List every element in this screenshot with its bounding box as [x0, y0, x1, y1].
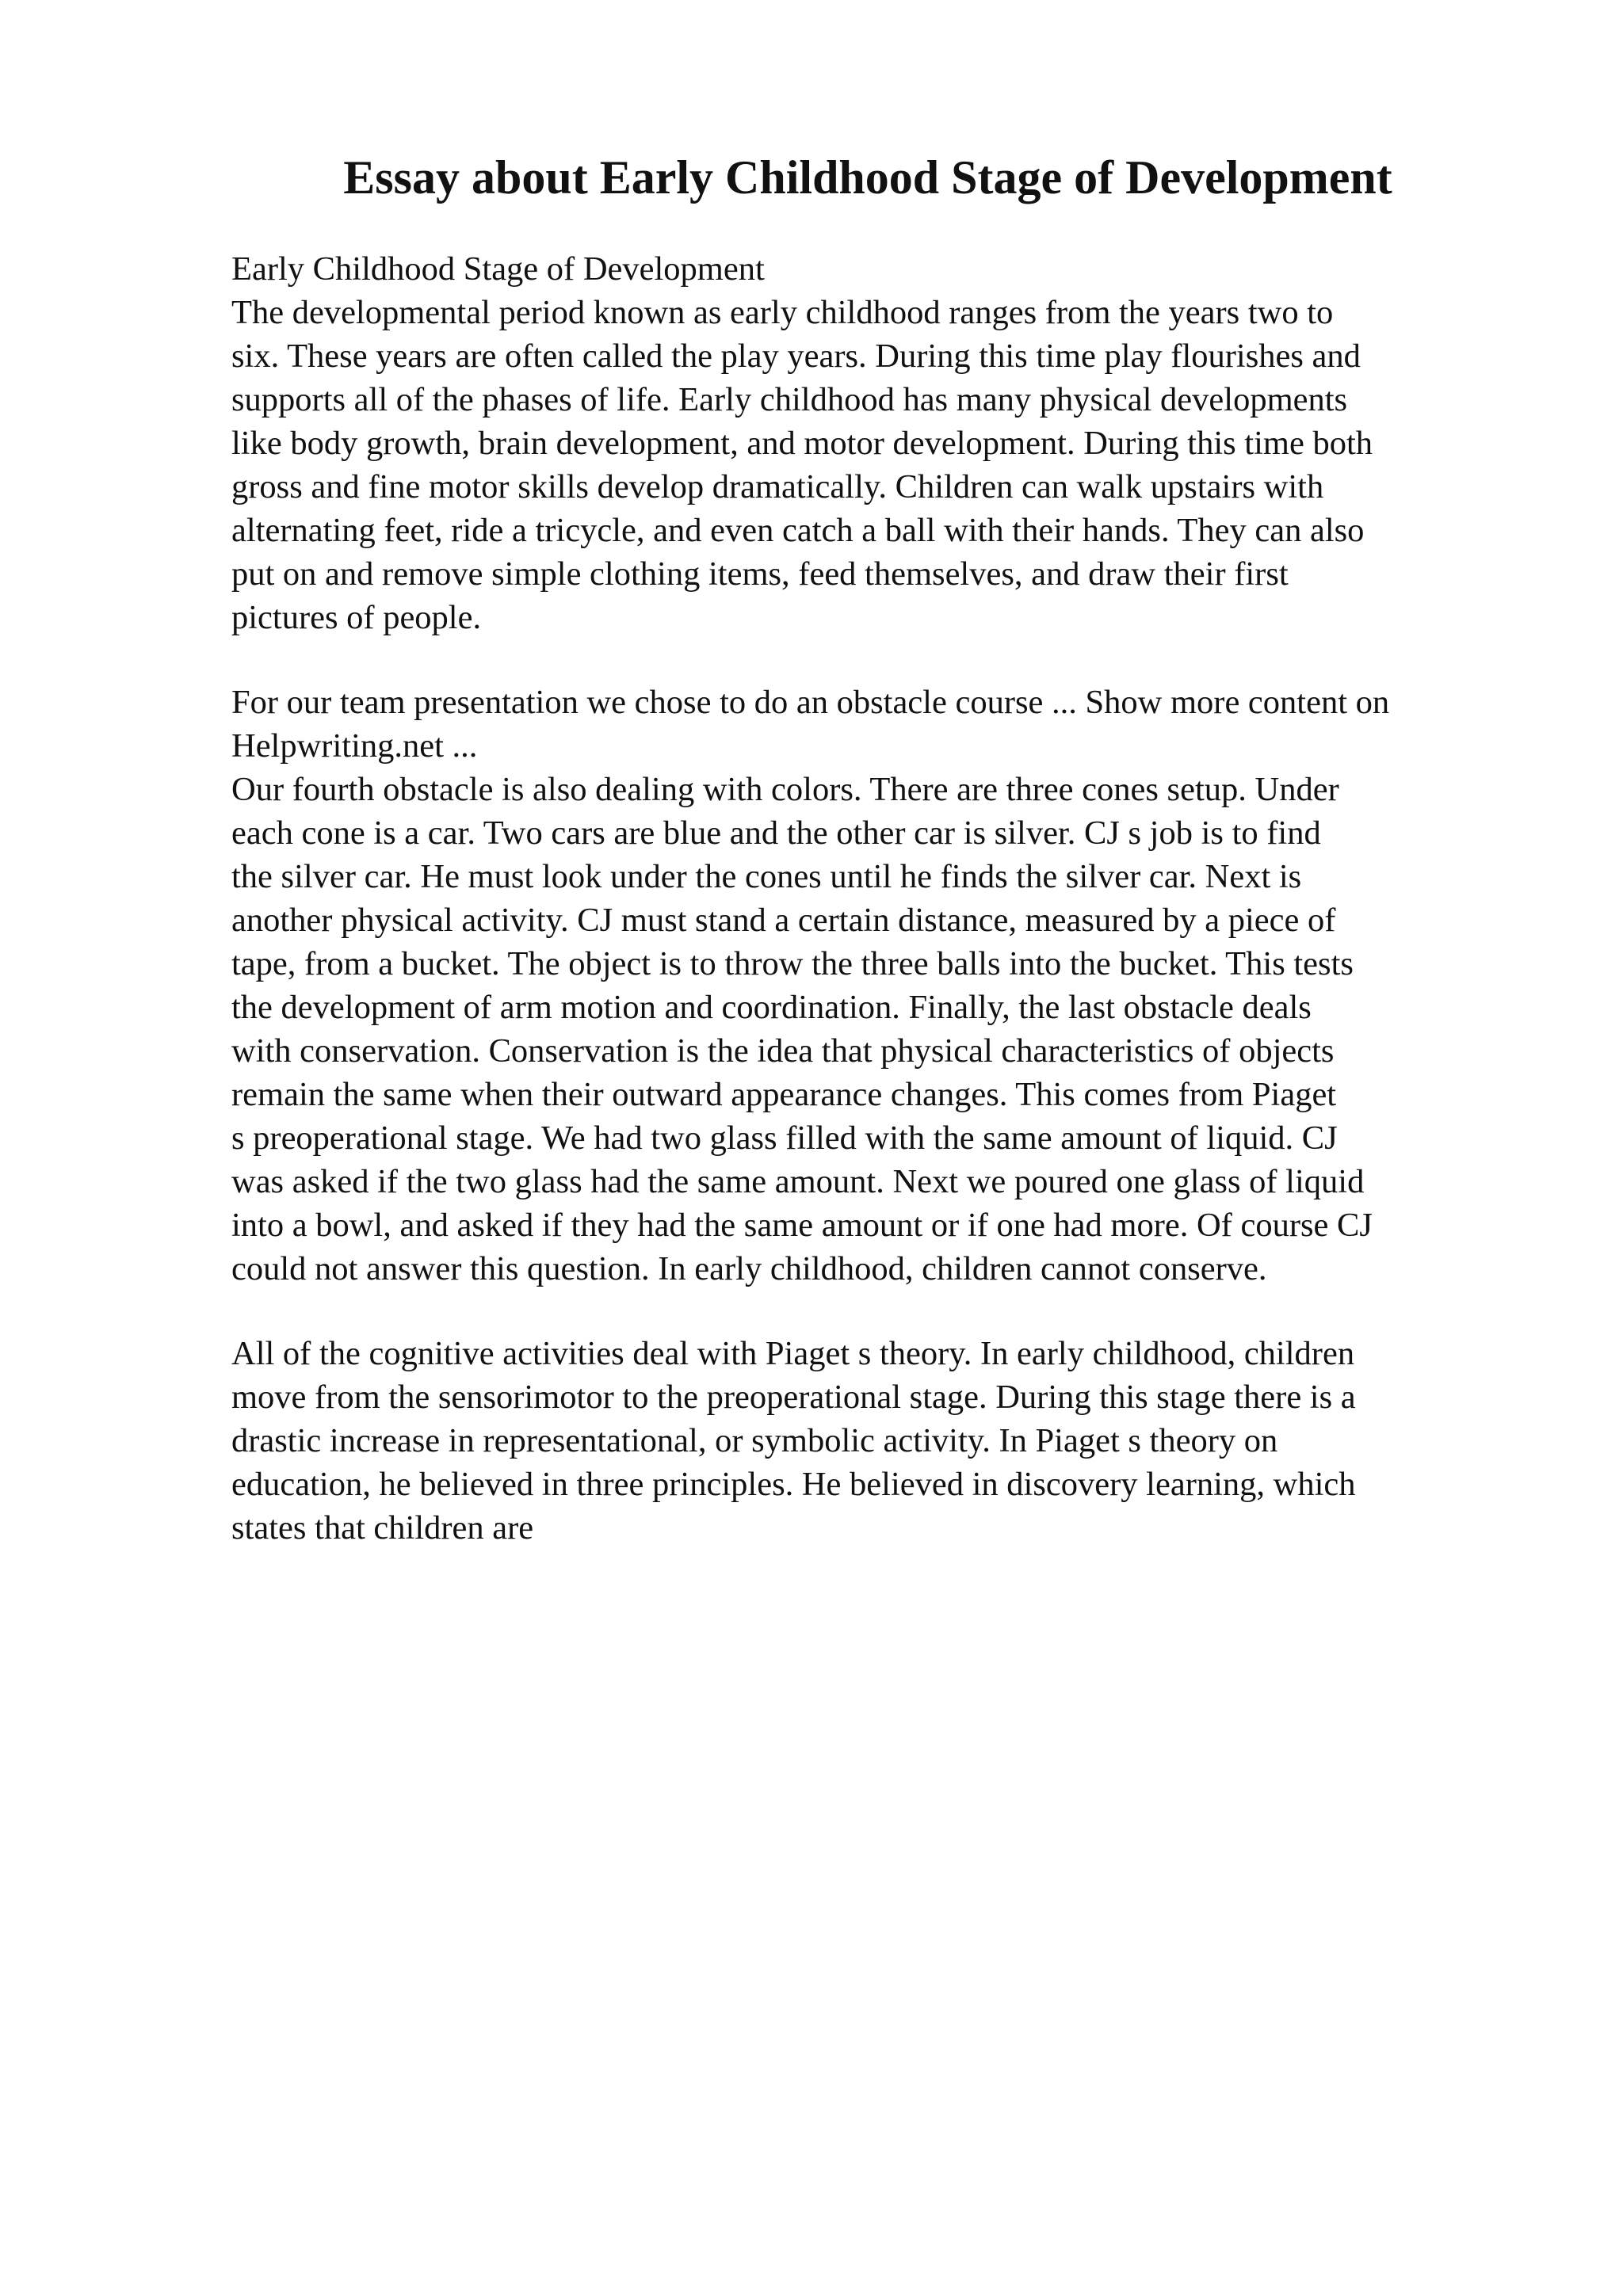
paragraph-line: alternating feet, ride a tricycle, and even catch a ball with their hands. They can also	[231, 512, 1365, 549]
paragraph-line: education, he believed in three principles. He believed in discovery learning, which	[231, 1466, 1356, 1503]
paragraph-line: another physical activity. CJ must stand a certain distance, measured by a piece of	[231, 902, 1336, 939]
paragraph-1	[231, 291, 1515, 639]
document-subtitle: Early Childhood Stage of Development	[231, 250, 765, 288]
paragraph-line: put on and remove simple clothing items, feed themselves, and draw their first	[231, 555, 1289, 593]
paragraph-line: six. These years are often called the play years. During this time play flourishes and	[231, 338, 1361, 375]
paragraph-line: s preoperational stage. We had two glass filled with the same amount of liquid. CJ	[231, 1119, 1338, 1157]
paragraph-line: tape, from a bucket. The object is to throw the three balls into the bucket. This tests	[231, 945, 1354, 982]
paragraph-line: remain the same when their outward appearance changes. This comes from Piaget	[231, 1076, 1337, 1113]
paragraph-2	[231, 681, 1515, 1291]
paragraph-line: like body growth, brain development, and motor development. During this time both	[231, 425, 1373, 462]
paragraph-line: supports all of the phases of life. Early childhood has many physical developments	[231, 381, 1348, 418]
paragraph-line: the silver car. He must look under the cones until he finds the silver car. Next is	[231, 858, 1302, 895]
paragraph-line: move from the sensorimotor to the preoperational stage. During this stage there is a	[231, 1379, 1356, 1416]
document-title: Essay about Early Childhood Stage of Development	[343, 151, 1392, 204]
paragraph-3	[231, 1332, 1515, 1550]
paragraph-line: was asked if the two glass had the same amount. Next we poured one glass of liquid	[231, 1163, 1365, 1200]
document-body	[231, 247, 1515, 1550]
paragraph-line: gross and fine motor skills develop dramatically. Children can walk upstairs with	[231, 468, 1324, 505]
paragraph-line: For our team presentation we chose to do an obstacle course ... Show more content on	[231, 684, 1390, 721]
paragraph-line: into a bowl, and asked if they had the same amount or if one had more. Of course CJ	[231, 1207, 1373, 1244]
paragraph-line: could not answer this question. In early childhood, children cannot conserve.	[231, 1250, 1267, 1287]
paragraph-line: pictures of people.	[231, 599, 482, 636]
paragraph-line: the development of arm motion and coordination. Finally, the last obstacle deals	[231, 989, 1312, 1026]
paragraph-line: The developmental period known as early childhood ranges from the years two to	[231, 294, 1334, 331]
paragraph-line: All of the cognitive activities deal with Piaget s theory. In early childhood, children	[231, 1335, 1355, 1372]
paragraph-line: with conservation. Conservation is the idea that physical characteristics of objects	[231, 1032, 1335, 1070]
paragraph-line: Helpwriting.net ...	[231, 727, 478, 765]
paragraph-line: Our fourth obstacle is also dealing with colors. There are three cones setup. Under	[231, 771, 1339, 808]
paragraph-line: each cone is a car. Two cars are blue and the other car is silver. CJ s job is to find	[231, 814, 1321, 852]
paragraph-line: drastic increase in representational, or symbolic activity. In Piaget s theory on	[231, 1422, 1278, 1459]
paragraph-line: states that children are	[231, 1509, 534, 1547]
